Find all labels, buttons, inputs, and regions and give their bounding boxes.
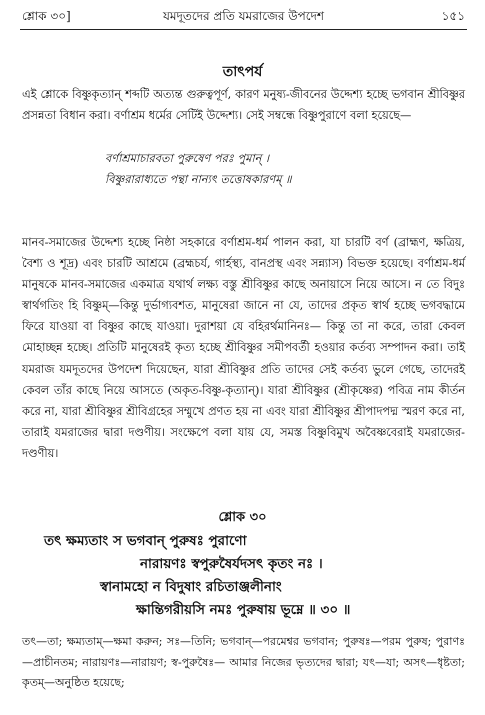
purport-paragraph-2: মানব-সমাজের উদ্দেশ্য হচ্ছে নিষ্ঠা সহকারে বর্ণাশ্রম-ধর্ম পালন করা, যা চারটি বর্ণ (ব্রাহ্মণ, ক্ষত্রিয়, বৈশ্য ও শূদ্র) এবং চারটি আশ্রমে (ব্রহ্মচর্য, গার্হস্থ্য, বানপ্রস্থ এবং সন্ন্যাস) বিভক্ত হয়েছে। বর্ণাশ্রম-ধর্ম মানুষকে মানব-সমাজের একমাত্র যথার্থ লক্ষ্য বস্তু শ্রীবিষ্ণুর কাছে অনায়াসে নিয়ে আসে। ন তে বিদুঃ স্বার্থগতিং হি বিষ্ণুম্—কিন্তু দুর্ভাগ্যবশত, মানুষেরা জানে না যে, তাদের প্রকৃত স্বার্থ হচ্ছে ভগবদ্ধামে ফিরে যাওয়া বা বিষ্ণুর কাছে যাওয়া। দুরাশয়া যে বহিরর্থমানিনঃ— কিন্তু তা না করে, তারা কেবল মোহাচ্ছন্ন হচ্ছে। প্রতিটি মানুষেরই কৃত্য হচ্ছে শ্রীবিষ্ণুর সমীপবর্তী হওয়ার কর্তব্য সম্পাদন করা। তাই যমরাজ যমদূতদের উপদেশ দিয়েছেন, যারা শ্রীবিষ্ণুর প্রতি তাদের সেই কর্তব্য ভুলে গেছে, তাদেরই কেবল তাঁর কাছে নিয়ে আসতে (অকৃত-বিষ্ণু-কৃত্যান্)। যারা শ্রীবিষ্ণুর (শ্রীকৃষ্ণের) পবিত্র নাম কীর্তন করে না, যারা শ্রীবিষ্ণুর শ্রীবিগ্রহের সম্মুখে প্রণত হয় না এবং যারা শ্রীবিষ্ণুর শ্রীপাদপদ্ম স্মরণ করে না, তারাই যমরাজের দ্বারা দণ্ডণীয়। সংক্ষেপে বলা যায় যে, সমস্ত বিষ্ণুবিমুখ অবৈষ্ণবেরাই যমরাজের- দণ্ডণীয়। xyxy=(22,236,465,460)
sloka-verse xyxy=(44,530,465,622)
sloka-heading: শ্লোক ৩০ xyxy=(218,510,267,525)
purport-heading: তাৎপর্য xyxy=(222,64,263,80)
sloka-line-4: ক্ষান্তিগরীয়সি নমঃ পুরুষায় ভূম্নে ॥ ৩০ ॥ xyxy=(136,602,351,618)
sloka-line-1: তৎ ক্ষম্যতাং স ভগবান্ পুরুষঃ পুরাণো xyxy=(44,533,247,549)
sloka-line-2: নারায়ণঃ স্বপুরুষৈর্যদসৎ কৃতং নঃ । xyxy=(140,556,323,572)
purport-quote xyxy=(105,148,291,190)
header-verse-ref: শ্লোক ৩০] xyxy=(22,9,71,23)
quote-line-1: বর্ণাশ্রমাচারবতা পুরুষেণ পরঃ পুমান্ । xyxy=(105,152,269,165)
header-rule xyxy=(20,29,467,30)
purport-paragraph-1: এই শ্লোকে বিষ্ণুকৃত্যান্ শব্দটি অত্যন্ত গুরুত্বপূর্ণ, কারণ মনুষ্য-জীবনের উদ্দেশ্য হচ্ছে ভগবান শ্রীবিষ্ণুর প্রসন্নতা বিধান করা। বর্ণাশ্রম ধর্মের সেটিই উদ্দেশ্য। সেই সম্বন্ধে বিষ্ণুপুরাণে বলা হয়েছে— xyxy=(22,88,465,123)
quote-line-2: বিষ্ণুরারাধ্যতে পন্থা নান্যৎ তত্তোষকারণম্ ॥ xyxy=(105,173,292,186)
sloka-line-3: স্বানামহো ন বিদুষাং রচিতাঞ্জলীনাং xyxy=(100,579,282,595)
synonyms-text: তৎ—তা; ক্ষম্যতাম্—ক্ষমা করুন; সঃ—তিনি; ভগবান্—পরমেশ্বর ভগবান; পুরুষঃ—পরম পুরুষ; পুরাণঃ—প্রাচীনতম; নারায়ণঃ—নারায়ণ; স্ব-পুরুষৈঃ— আমার নিজের ভৃত্যদের দ্বারা; যৎ—যা; অসৎ—ধৃষ্টতা; কৃতম্—অনুষ্ঠিত হয়েছে; xyxy=(22,635,465,689)
page-number: ১৫১ xyxy=(441,9,465,23)
running-header xyxy=(22,8,465,28)
header-chapter-title: যমদূতদের প্রতি যমরাজের উপদেশ xyxy=(163,9,324,23)
